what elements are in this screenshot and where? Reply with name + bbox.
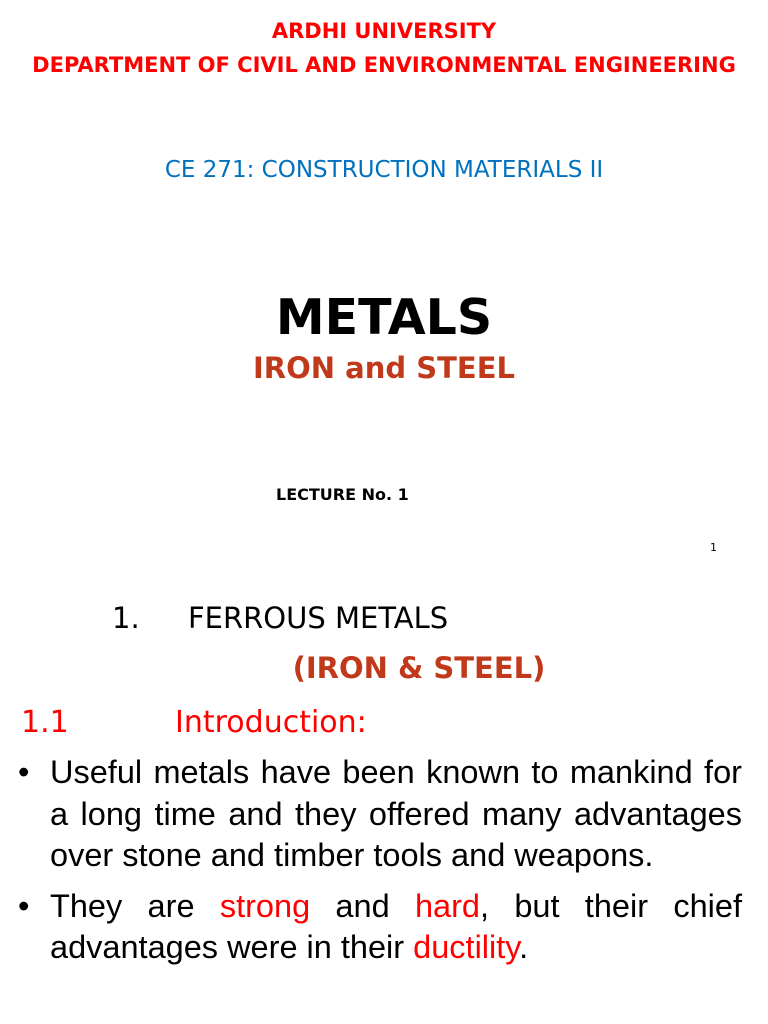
department-name: DEPARTMENT OF CIVIL AND ENVIRONMENTAL ENGINEERING (32, 53, 736, 77)
bullet-dot-icon: • (18, 754, 30, 790)
lecture-number: LECTURE No. 1 (276, 485, 409, 504)
subsection-number: 1.1 (21, 705, 69, 740)
bullet-text-part: . (519, 929, 529, 965)
bullet-text-part: They are (50, 887, 220, 924)
section-number: 1. (112, 601, 140, 635)
list-item (18, 886, 742, 969)
section-subtitle: (IRON & STEEL) (292, 651, 546, 685)
section-title: FERROUS METALS (188, 601, 449, 635)
bullet-list (18, 752, 742, 978)
bullet-text-part: , but their chief advantages were in their (50, 887, 742, 965)
university-name: ARDHI UNIVERSITY (271, 19, 497, 43)
bullet-dot-icon: • (18, 887, 30, 924)
subsection-title: Introduction: (175, 705, 367, 740)
page-subtitle: IRON and STEEL (253, 351, 515, 385)
page-number: 1 (710, 541, 717, 554)
highlight-hard: hard (414, 887, 481, 924)
page-title: METALS (275, 289, 493, 346)
highlight-ductility: ductility (413, 929, 520, 965)
highlight-strong: strong (219, 887, 311, 924)
bullet-text-part: and (310, 887, 415, 924)
course-title: CE 271: CONSTRUCTION MATERIALS II (164, 157, 604, 183)
bullet-text: Useful metals have been known to mankind for a long time and they offered many advantages over stone and timber tools and weapons. (50, 754, 742, 873)
list-item (18, 752, 742, 877)
